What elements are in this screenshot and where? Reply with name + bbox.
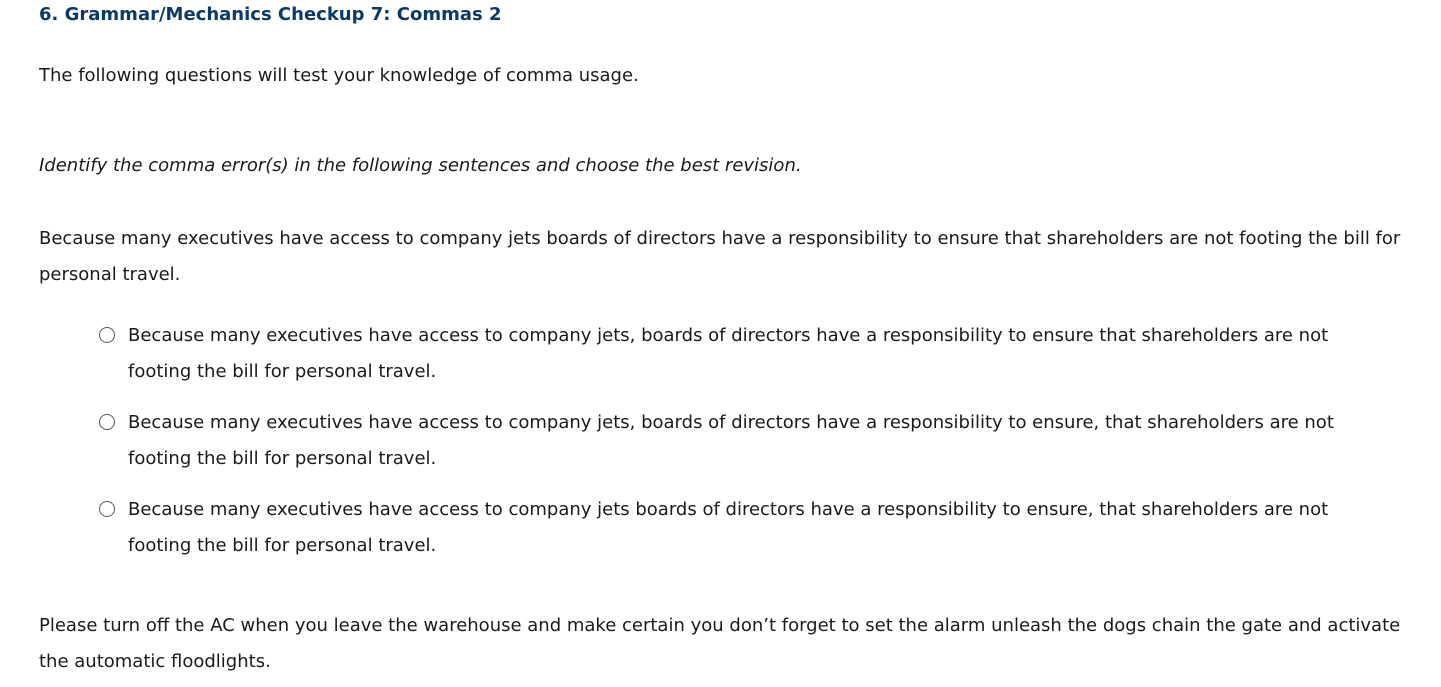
question-1-text: Because many executives have access to company jets boards of directors have a responsibility to ensure that shareholders are not footing the bill for personal travel. [39, 228, 1401, 285]
radio-button-1[interactable] [99, 327, 115, 343]
instruction-text: Identify the comma error(s) in the following sentences and choose the best revision. [39, 155, 802, 176]
answer-option-1-label[interactable]: Because many executives have access to company jets, boards of directors have a responsibility to ensure that shareholders are not footing the bill for personal travel. [128, 325, 1329, 382]
answer-option-2-label[interactable]: Because many executives have access to company jets, boards of directors have a responsibility to ensure, that shareholders are not footing the bill for personal travel. [128, 412, 1334, 469]
question-2-text: Please turn off the AC when you leave the warehouse and make certain you don’t forget to set the alarm unleash the dogs chain the gate and activate the automatic floodlights. [39, 615, 1401, 672]
radio-button-2[interactable] [99, 414, 115, 430]
answer-option-2[interactable] [99, 405, 1399, 492]
radio-button-3[interactable] [99, 501, 115, 517]
answer-option-3-label[interactable]: Because many executives have access to company jets boards of directors have a responsibility to ensure, that shareholders are not footing the bill for personal travel. [128, 499, 1329, 556]
answer-option-1[interactable] [99, 318, 1399, 405]
question-1-options [99, 318, 1399, 579]
intro-text: The following questions will test your knowledge of comma usage. [39, 65, 639, 86]
answer-option-3[interactable] [99, 492, 1399, 579]
page-title: 6. Grammar/Mechanics Checkup 7: Commas 2 [39, 4, 502, 25]
